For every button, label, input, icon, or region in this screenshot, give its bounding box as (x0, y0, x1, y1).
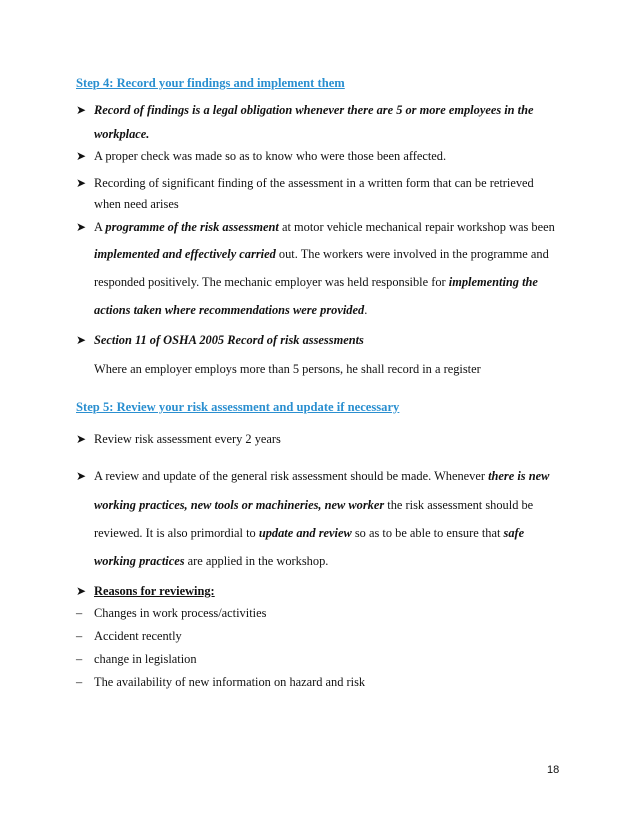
step4-bullet-4-line4 (94, 303, 367, 318)
step5-bullet-2-line3 (94, 526, 524, 541)
step5-bullet-1: Review risk assessment every 2 years (94, 432, 281, 446)
step5-bullet-2-line4 (94, 554, 328, 569)
step4-bullet-3: Recording of significant finding of the assessment in a written form that can be retrieved (94, 176, 534, 190)
step4-heading: Step 4: Record your findings and implement them (76, 76, 345, 90)
emphasis-run: there is new (488, 469, 550, 483)
text-run: out. The workers were involved in the programme and (275, 247, 549, 261)
text-run: at motor vehicle mechanical repair workshop was been (278, 220, 555, 234)
emphasis-run: safe (503, 526, 525, 540)
step4-bullet-4-line2 (94, 247, 549, 262)
arrow-bullet-icon: ➤ (76, 432, 87, 446)
text-run: responded positively. The mechanic employer was held responsible for (94, 275, 449, 289)
reason-item: The availability of new information on hazard and risk (94, 675, 366, 689)
text-run: the risk assessment should be (384, 498, 534, 512)
emphasis-run: implemented and effectively carried (94, 247, 276, 261)
dash-bullet-icon: – (76, 652, 83, 666)
page-number: 18 (547, 764, 560, 776)
step4-bullet-1: Record of findings is a legal obligation whenever there are 5 or more employees in the (94, 103, 534, 117)
step4-bullet-4-line1 (94, 220, 555, 235)
dash-bullet-icon: – (76, 675, 83, 689)
dash-bullet-icon: – (76, 606, 83, 620)
arrow-bullet-icon: ➤ (76, 149, 87, 163)
arrow-bullet-icon: ➤ (76, 103, 87, 117)
arrow-bullet-icon: ➤ (76, 220, 87, 234)
arrow-bullet-icon: ➤ (76, 584, 87, 598)
text-run: are applied in the workshop. (184, 554, 329, 568)
step4-bullet-5-body: Where an employer employs more than 5 persons, he shall record in a register (94, 362, 481, 376)
step5-heading: Step 5: Review your risk assessment and update if necessary (76, 400, 400, 414)
step4-bullet-4-line3 (94, 275, 538, 290)
emphasis-run: update and review (258, 526, 352, 540)
text-run: so as to be able to ensure that (351, 526, 504, 540)
step5-bullet-2-line2 (94, 498, 533, 513)
text-run: . (364, 303, 368, 317)
emphasis-run: working practices, new tools or machineries, new worker (94, 498, 385, 512)
text-run: A (94, 220, 106, 234)
step4-bullet-5: Section 11 of OSHA 2005 Record of risk assessments (94, 333, 364, 347)
reason-item: change in legislation (94, 652, 197, 666)
text-run: A review and update of the general risk assessment should be made. Whenever (94, 469, 489, 483)
reasons-heading: Reasons for reviewing: (94, 584, 215, 598)
arrow-bullet-icon: ➤ (76, 469, 87, 483)
emphasis-run: implementing the (448, 275, 538, 289)
dash-bullet-icon: – (76, 629, 83, 643)
step4-bullet-1-cont: workplace. (94, 127, 150, 141)
step4-bullet-3-cont: when need arises (94, 197, 179, 211)
text-run: reviewed. It is also primordial to (94, 526, 259, 540)
emphasis-run: programme of the risk assessment (105, 220, 279, 234)
arrow-bullet-icon: ➤ (76, 333, 87, 347)
reason-item: Changes in work process/activities (94, 606, 267, 620)
arrow-bullet-icon: ➤ (76, 176, 87, 190)
reason-item: Accident recently (94, 629, 182, 643)
emphasis-run: working practices (94, 554, 185, 568)
step4-bullet-2: A proper check was made so as to know who were those been affected. (94, 149, 447, 163)
emphasis-run: actions taken where recommendations were provided (94, 303, 365, 317)
step5-bullet-2-line1 (94, 469, 549, 484)
